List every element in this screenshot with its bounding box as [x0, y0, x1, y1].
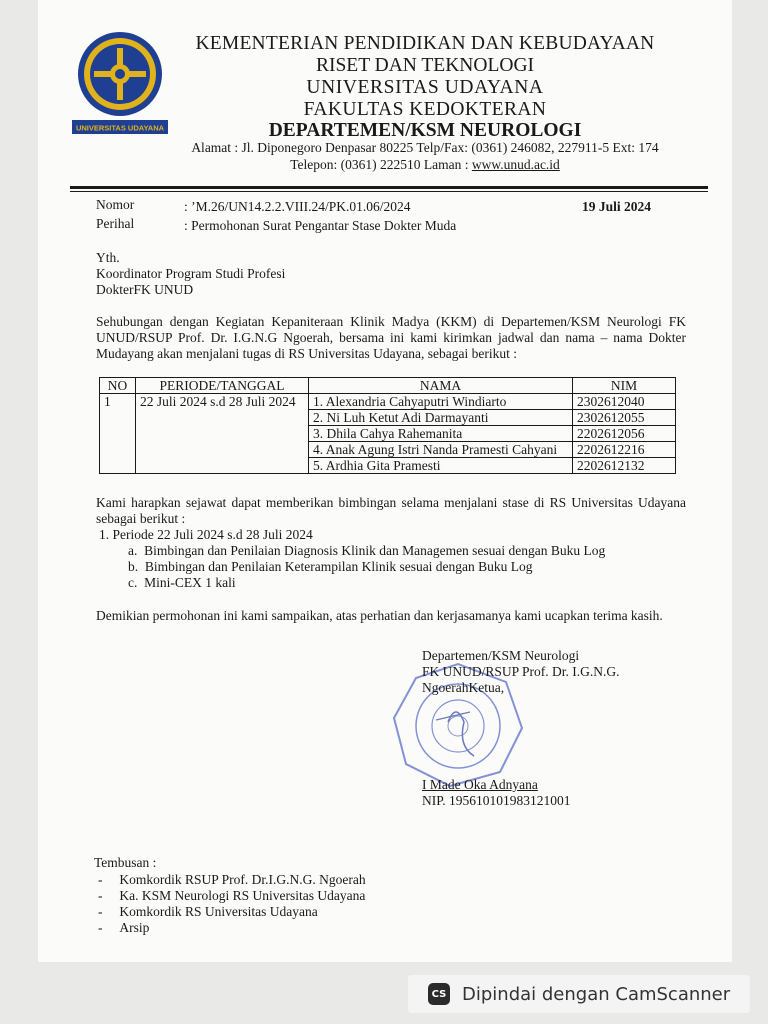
perihal-value: : Permohonan Surat Pengantar Stase Dokter Muda — [184, 218, 457, 233]
table-header-row — [100, 378, 676, 394]
signatory-nip: NIP. 195610101983121001 — [422, 793, 571, 808]
cell-nim: 2202612056 — [573, 426, 676, 442]
letter-date: 19 Juli 2024 — [582, 199, 652, 214]
header-period: PERIODE/TANGGAL — [136, 378, 309, 394]
header-rule-thin — [70, 191, 708, 192]
letterhead-university: UNIVERSITAS UDAYANA — [306, 77, 544, 98]
cell-name: 3. Dhila Cahya Rahemanita — [309, 426, 573, 442]
header-name: NAMA — [309, 378, 573, 394]
signatory-name: I Made Oka Adnyana — [422, 777, 538, 792]
signature-faculty: FK UNUD/RSUP Prof. Dr. I.G.N.G. — [422, 664, 620, 679]
guidance-intro: Kami harapkan sejawat dapat memberikan bimbingan selama menjalani stase di RS Universitas Udayana sebagai berikut : — [96, 495, 686, 526]
student-table — [99, 377, 676, 474]
guidance-item-a: a. Bimbingan dan Penilaian Diagnosis Klinik dan Managemen sesuai dengan Buku Log — [128, 543, 606, 558]
cell-nim: 2202612132 — [573, 458, 676, 474]
letterhead-phone — [145, 158, 705, 172]
phone-text: Telepon: (0361) 222510 Laman : — [290, 157, 472, 172]
cell-no: 1 — [100, 394, 136, 474]
signature-title: NgoerahKetua, — [422, 680, 505, 695]
camscanner-text: Dipindai dengan CamScanner — [462, 983, 731, 1005]
tembusan-label: Tembusan : — [94, 855, 157, 870]
guidance-item-c: c. Mini-CEX 1 kali — [128, 575, 236, 590]
letterhead-faculty: FAKULTAS KEDOKTERAN — [303, 99, 547, 120]
list-item: - Arsip — [98, 920, 150, 935]
cell-name: 1. Alexandria Cahyaputri Windiarto — [309, 394, 573, 410]
intro-paragraph: Sehubungan dengan Kegiatan Kepaniteraan Klinik Madya (KKM) di Departemen/KSM Neurologi FK UNUD/RSUP Prof. Dr. I.G.N.G Ngoerah, bersama ini kami kirimkan jadwal dan nama – nama Dokter Mudayang akan menjalani tugas di RS Universitas Udayana, sebagai berikut : — [96, 314, 686, 361]
camscanner-watermark — [408, 975, 750, 1013]
letterhead-department: DEPARTEMEN/KSM NEUROLOGI — [268, 120, 582, 141]
header-nim: NIM — [573, 378, 676, 394]
list-item: - Komkordik RS Universitas Udayana — [98, 904, 318, 919]
cell-name: 5. Ardhia Gita Pramesti — [309, 458, 573, 474]
nomor-value: : ’M.26/UN14.2.2.VIII.24/PK.01.06/2024 — [184, 199, 411, 214]
letterhead-address: Alamat : Jl. Diponegoro Denpasar 80225 Telp/Fax: (0361) 246082, 227911-5 Ext: 174 — [191, 140, 659, 155]
signature-dept: Departemen/KSM Neurologi — [422, 648, 580, 663]
cell-nim: 2202612216 — [573, 442, 676, 458]
guidance-period: 1. Periode 22 Juli 2024 s.d 28 Juli 2024 — [99, 527, 313, 542]
letterhead-ministry: KEMENTERIAN PENDIDIKAN DAN KEBUDAYAAN — [195, 33, 655, 54]
cell-name: 4. Anak Agung Istri Nanda Pramesti Cahyani — [309, 442, 573, 458]
recipient-line-2: DokterFK UNUD — [96, 282, 194, 297]
letterhead-research: RISET DAN TEKNOLOGI — [315, 55, 535, 76]
cell-name: 2. Ni Luh Ketut Adi Darmayanti — [309, 410, 573, 426]
nomor-label: Nomor — [96, 197, 135, 212]
header-no: NO — [100, 378, 136, 394]
guidance-item-b: b. Bimbingan dan Penilaian Keterampilan Klinik sesuai dengan Buku Log — [128, 559, 533, 574]
cell-nim: 2302612055 — [573, 410, 676, 426]
website-link[interactable]: www.unud.ac.id — [471, 157, 560, 172]
camscanner-icon: CS — [428, 983, 450, 1005]
recipient-greeting: Yth. — [96, 250, 120, 265]
logo-text: UNIVERSITAS UDAYANA — [75, 123, 165, 133]
closing-paragraph: Demikian permohonan ini kami sampaikan, atas perhatian dan kerjasamanya kami ucapkan terima kasih. — [96, 608, 663, 623]
cell-nim: 2302612040 — [573, 394, 676, 410]
table-row — [100, 394, 676, 410]
list-item: - Ka. KSM Neurologi RS Universitas Udayana — [98, 888, 366, 903]
cell-period: 22 Juli 2024 s.d 28 Juli 2024 — [136, 394, 309, 474]
recipient-line-1: Koordinator Program Studi Profesi — [96, 266, 286, 281]
perihal-label: Perihal — [96, 216, 135, 231]
header-rule-thick — [70, 186, 708, 189]
list-item: - Komkordik RSUP Prof. Dr.I.G.N.G. Ngoerah — [98, 872, 366, 887]
